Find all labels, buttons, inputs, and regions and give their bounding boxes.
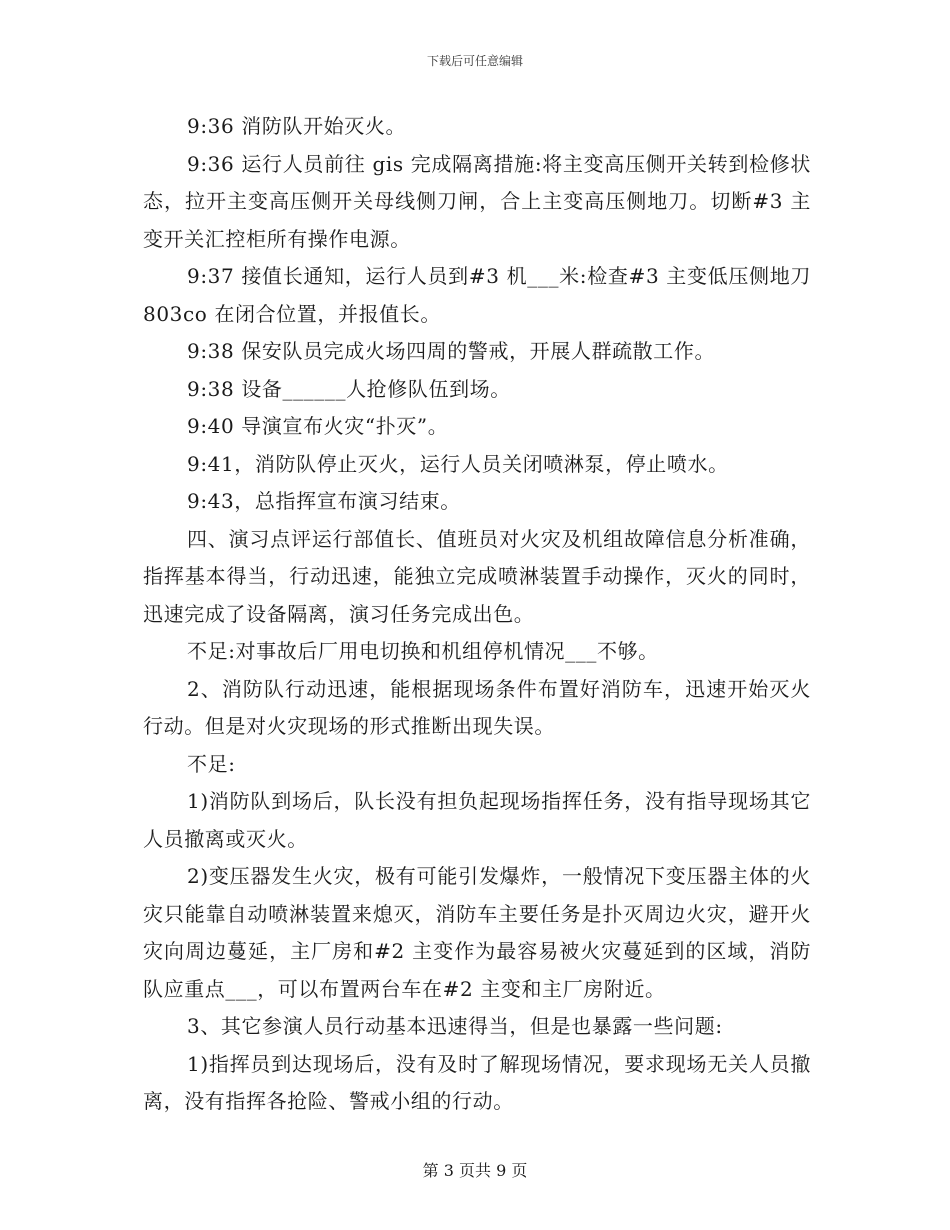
paragraph: 9:36 消防队开始灭火。 <box>187 114 407 138</box>
paragraph: 9:40 导演宣布火灾“扑灭”。 <box>187 414 449 438</box>
paragraph: 9:43，总指挥宣布演习结束。 <box>187 489 461 513</box>
paragraph: 不足: <box>187 751 236 776</box>
page-header-note: 下载后可任意编辑 <box>426 54 523 68</box>
paragraph: 9:37 接值长通知，运行人员到#3 机___米:检查#3 主变低压侧地刀 803co 在闭合位置，并报值长。 <box>143 264 811 326</box>
paragraph: 2)变压器发生火灾，极有可能引发爆炸，一般情况下变压器主体的火灾只能靠自动喷淋装置来熄灭，消防车主要任务是扑灭周边火灾，避开火灾向周边蔓延，主厂房和#2 主变作为最容易被火灾蔓延到的区域，消防队应重点___，可以布置两台车在#2 主变和主厂房附近。 <box>143 864 811 1001</box>
paragraph: 不足:对事故后厂用电切换和机组停机情况___不够。 <box>187 639 659 663</box>
paragraph: 9:36 运行人员前往 gis 完成隔离措施:将主变高压侧开关转到检修状态，拉开主变高压侧开关母线侧刀闸，合上主变高压侧地刀。切断#3 主变开关汇控柜所有操作电源。 <box>143 151 811 251</box>
paragraph: 2、消防队行动迅速，能根据现场条件布置好消防车，迅速开始灭火行动。但是对火灾现场的形式推断出现失误。 <box>143 676 811 738</box>
paragraph: 四、演习点评运行部值长、值班员对火灾及机组故障信息分析准确，指挥基本得当，行动迅速，能独立完成喷淋装置手动操作，灭火的同时，迅速完成了设备隔离，演习任务完成出色。 <box>143 526 811 626</box>
paragraph: 9:41，消防队停止灭火，运行人员关闭喷淋泵，停止喷水。 <box>187 451 729 476</box>
paragraph: 1)指挥员到达现场后，没有及时了解现场情况，要求现场无关人员撤离，没有指挥各抢险、警戒小组的行动。 <box>143 1051 811 1113</box>
paragraph: 1)消防队到场后，队长没有担负起现场指挥任务，没有指导现场其它人员撤离或灭火。 <box>143 789 811 851</box>
paragraph: 9:38 设备______人抢修队伍到场。 <box>187 376 511 401</box>
paragraph: 9:38 保安队员完成火场四周的警戒，开展人群疏散工作。 <box>187 339 716 363</box>
document-body <box>143 108 811 1121</box>
paragraph: 3、其它参演人员行动基本迅速得当，但是也暴露一些问题: <box>187 1014 723 1038</box>
page-number: 第 3 页共 9 页 <box>422 1161 528 1180</box>
